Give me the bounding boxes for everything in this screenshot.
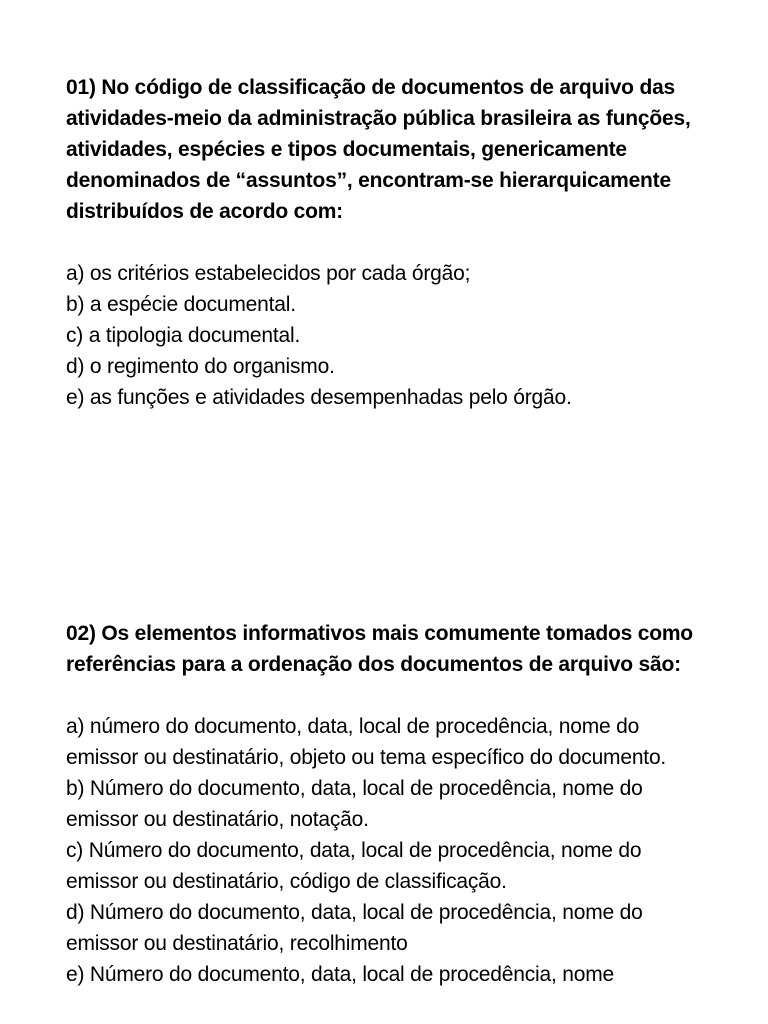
question-2-option-c: c) Número do documento, data, local de procedência, nome do emissor ou destinatário, código de classificação.: [66, 839, 642, 893]
question-2-option-d: d) Número do documento, data, local de procedência, nome do emissor ou destinatário, recolhimento: [66, 901, 643, 955]
question-2-option-e: e) Número do documento, data, local de procedência, nome: [66, 963, 614, 986]
question-2-option-a: a) número do documento, data, local de procedência, nome do emissor ou destinatário, objeto ou tema específico do documento.: [66, 715, 667, 769]
question-2-options: [66, 711, 706, 990]
question-2-option-b: b) Número do documento, data, local de procedência, nome do emissor ou destinatário, notação.: [66, 777, 643, 831]
question-2: [66, 618, 706, 990]
question-1-option-c: c) a tipologia documental.: [66, 324, 301, 347]
question-1-text: 01) No código de classificação de documentos de arquivo das atividades-meio da administração pública brasileira as funções, atividades, espécies e tipos documentais, genericamente denominados de “assuntos”, encontram-se hierarquicamente distribuídos de acordo com:: [66, 76, 691, 223]
question-1-option-e: e) as funções e atividades desempenhadas pelo órgão.: [66, 386, 572, 409]
question-1: [66, 72, 706, 413]
question-2-text: 02) Os elementos informativos mais comumente tomados como referências para a ordenação dos documentos de arquivo são:: [66, 622, 693, 676]
question-1-options: [66, 258, 706, 413]
question-1-option-b: b) a espécie documental.: [66, 293, 296, 316]
question-1-option-d: d) o regimento do organismo.: [66, 355, 335, 378]
question-1-option-a: a) os critérios estabelecidos por cada órgão;: [66, 262, 471, 285]
